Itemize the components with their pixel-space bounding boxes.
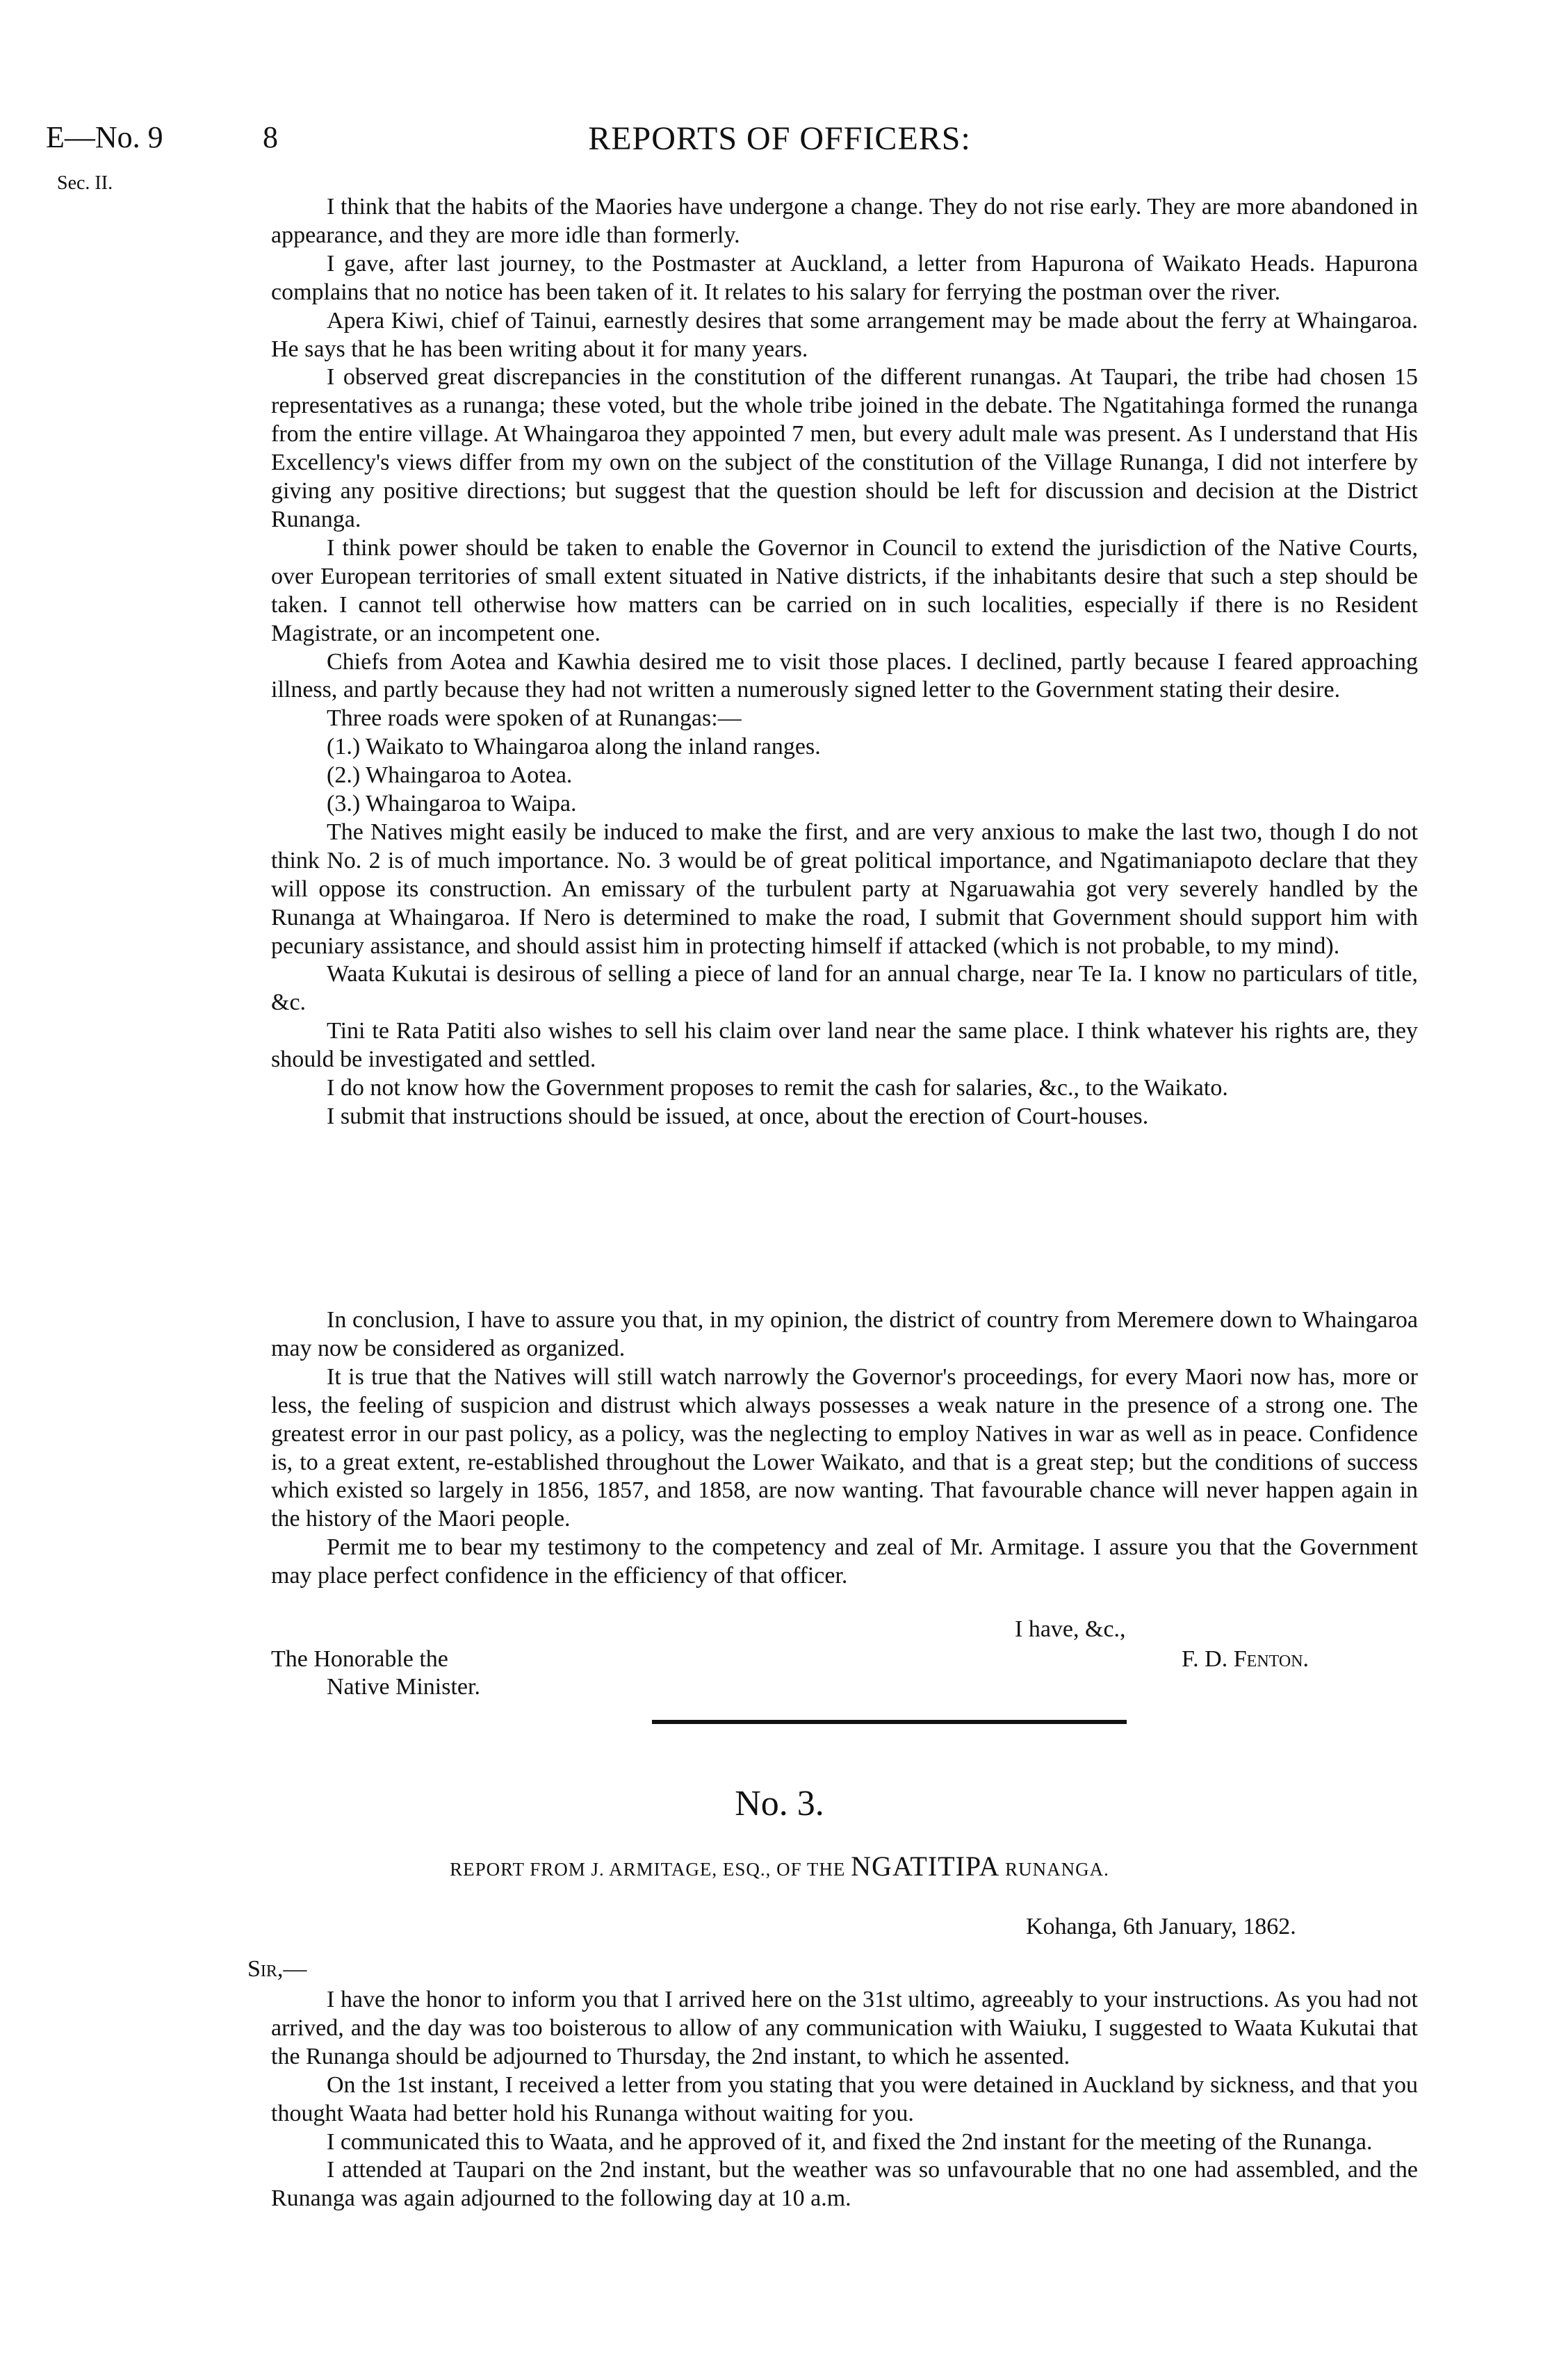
place-date: Kohanga, 6th January, 1862. bbox=[1026, 1914, 1296, 1939]
section-divider bbox=[652, 1720, 1127, 1724]
document-number: No. 3. bbox=[735, 1784, 824, 1823]
paragraph: I observed great discrepancies in the constitution of the different runangas. At Taupari, the tribe had chosen 15 representatives as a runanga; these voted, but the whole tribe joined in the debate. The Ngatitahinga formed the runanga from the entire village. At Whaingaroa they appointed 7 men, but every adult male was present. As I understand that His Excellency's views differ from my own on the subject of the constitution of the Village Runanga, I did not interfere by giving any positive directions; but suggest that the question should be left for discussion and decision at the District Runanga. bbox=[271, 364, 1418, 532]
addressee-line: The Honorable the bbox=[271, 1646, 448, 1672]
paragraph: Waata Kukutai is desirous of selling a piece of land for an annual charge, near Te Ia. I know no particulars of title, &c. bbox=[271, 961, 1418, 1016]
letter-body bbox=[271, 1986, 1418, 2213]
paragraph: I think that the habits of the Maories have undergone a change. They do not rise early. They are more abandoned in appearance, and they are more idle than formerly. bbox=[271, 194, 1418, 248]
paragraph: On the 1st instant, I received a letter from you stating that you were detained in Auckland by sickness, and that you thought Waata had better hold his Runanga without waiting for you. bbox=[271, 2071, 1418, 2126]
paragraph: Chiefs from Aotea and Kawhia desired me to visit those places. I declined, partly because I feared approaching illness, and partly because they had not written a numerously signed letter to the Government stating their desire. bbox=[271, 648, 1418, 703]
paragraph: I gave, after last journey, to the Postmaster at Auckland, a letter from Hapurona of Waikato Heads. Hapurona complains that no notice has been taken of it. It relates to his salary for ferrying the postman over the river. bbox=[271, 250, 1418, 305]
paragraph: I have the honor to inform you that I arrived here on the 31st ultimo, agreeably to your instructions. As you had not arrived, and the day was too boisterous to allow of any communication with Waiuku, I suggested to Waata Kukutai that the Runanga should be adjourned to Thursday, the 2nd instant, to which he assented. bbox=[271, 1987, 1418, 2069]
list-item: (1.) Waikato to Whaingaroa along the inland ranges. bbox=[327, 734, 821, 760]
page-number: 8 bbox=[263, 120, 278, 154]
paragraph: I submit that instructions should be issued, at once, about the erection of Court-houses. bbox=[327, 1103, 1149, 1129]
list-item: (3.) Whaingaroa to Waipa. bbox=[327, 791, 577, 817]
heading-runanga-name: NGATITIPA bbox=[851, 1850, 1000, 1882]
paragraph: Three roads were spoken of at Runangas:— bbox=[327, 705, 742, 732]
heading-text: REPORT FROM J. ARMITAGE, ESQ., OF THE bbox=[450, 1859, 846, 1880]
page-reference: E—No. 9 bbox=[46, 120, 163, 154]
signer-initials: F. D. bbox=[1182, 1646, 1228, 1672]
signer-surname: Fenton. bbox=[1233, 1646, 1309, 1672]
heading-text: RUNANGA. bbox=[1005, 1859, 1109, 1880]
report-body bbox=[271, 193, 1418, 1131]
addressee-line: Native Minister. bbox=[327, 1674, 480, 1700]
paragraph: In conclusion, I have to assure you that, in my opinion, the district of country from Meremere down to Whaingaroa may now be considered as organized. bbox=[271, 1307, 1418, 1361]
paragraph: Apera Kiwi, chief of Tainui, earnestly desires that some arrangement may be made about the ferry at Whaingaroa. He says that he has been writing about it for many years. bbox=[271, 307, 1418, 362]
paragraph: I think power should be taken to enable the Governor in Council to extend the jurisdiction of the Native Courts, over European territories of small extent situated in Native districts, if the inhabitants desire that such a step should be taken. I cannot tell otherwise how matters can be carried on in such localities, especially if there is no Resident Magistrate, or an incompetent one. bbox=[271, 534, 1418, 646]
conclusion-body bbox=[271, 1306, 1418, 1591]
paragraph: I communicated this to Waata, and he approved of it, and fixed the 2nd instant for the meeting of the Runanga. bbox=[327, 2128, 1373, 2155]
paragraph: Tini te Rata Patiti also wishes to sell his claim over land near the same place. I think whatever his rights are, they should be investigated and settled. bbox=[271, 1018, 1418, 1073]
paragraph: It is true that the Natives will still watch narrowly the Governor's proceedings, for every Maori now has, more or less, the feeling of suspicion and distrust which always possesses a weak nature in the presence of a strong one. The greatest error in our past policy, as a policy, was the neglecting to employ Natives in war as well as in peace. Confidence is, to a great extent, re-established throughout the Lower Waikato, and that is a great step; but the conditions of success which existed so largely in 1856, 1857, and 1858, are now wanting. That favourable chance will never happen again in the history of the Maori people. bbox=[271, 1363, 1418, 1532]
paragraph: I do not know how the Government proposes to remit the cash for salaries, &c., to the Waikato. bbox=[327, 1075, 1228, 1101]
section-label: Sec. II. bbox=[57, 172, 113, 194]
paragraph: The Natives might easily be induced to make the first, and are very anxious to make the last two, though I do not think No. 2 is of much importance. No. 3 would be of great political importance, and Ngatimaniapoto declare that they will oppose its construction. An emissary of the turbulent party at Ngaruawahia got very severely handled by the Runanga at Whaingaroa. If Nero is determined to make the road, I submit that Government should support him with pecuniary assistance, and should assist him in protecting himself if attacked (which is not probable, to my mind). bbox=[271, 819, 1418, 959]
paragraph: Permit me to bear my testimony to the competency and zeal of Mr. Armitage. I assure you that the Government may place perfect confidence in the efficiency of that officer. bbox=[271, 1534, 1418, 1589]
running-head: REPORTS OF OFFICERS: bbox=[588, 120, 971, 157]
signature bbox=[1182, 1646, 1309, 1673]
closing-phrase: I have, &c., bbox=[1015, 1616, 1126, 1642]
salutation: Sir,— bbox=[247, 1956, 307, 1982]
report-heading bbox=[0, 1850, 1559, 1882]
list-item: (2.) Whaingaroa to Aotea. bbox=[327, 762, 573, 789]
paragraph: I attended at Taupari on the 2nd instant, but the weather was so unfavourable that no one had assembled, and the Runanga was again adjourned to the following day at 10 a.m. bbox=[271, 2157, 1418, 2212]
